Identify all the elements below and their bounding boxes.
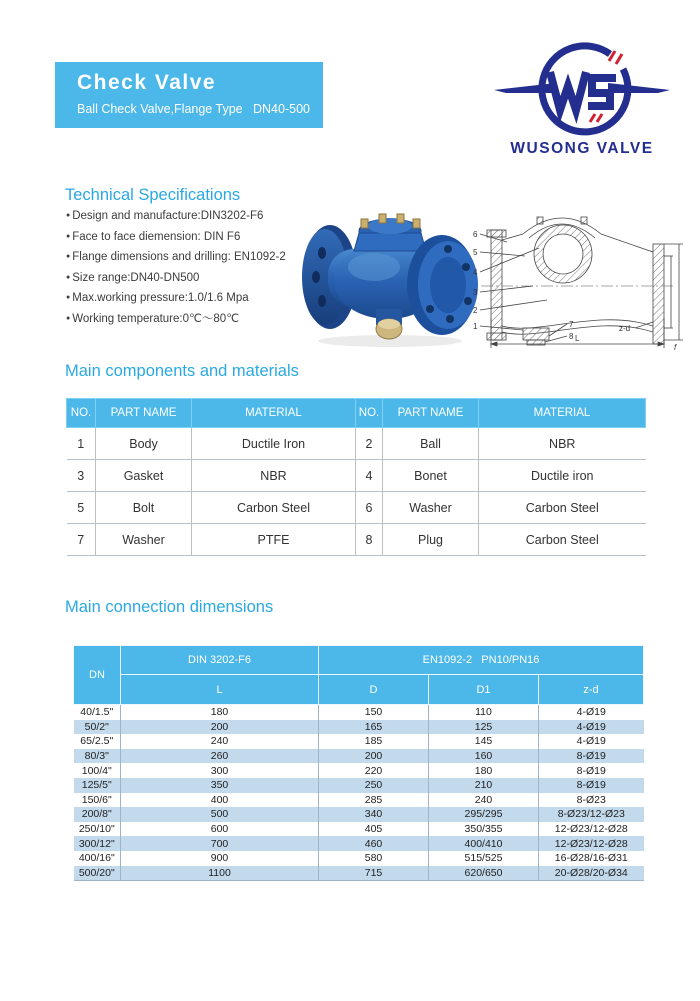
table-row <box>74 749 644 764</box>
table-cell: 150/6" <box>74 793 121 808</box>
drawing-callout: 3 <box>473 288 478 297</box>
table-cell: 240 <box>429 793 539 808</box>
table-cell: 350 <box>121 778 319 793</box>
table-row <box>67 460 646 492</box>
drawing-callout: 6 <box>473 230 478 239</box>
drawing-callout: 2 <box>473 306 478 315</box>
table-cell: 500 <box>121 807 319 822</box>
table-cell: 100/4" <box>74 763 121 778</box>
table-cell: 180 <box>429 763 539 778</box>
table-cell: 220 <box>319 763 429 778</box>
table-row <box>74 822 644 837</box>
table-row <box>74 836 644 851</box>
table-cell: Bonet <box>383 460 479 492</box>
table-cell: 20-Ø28/20-Ø34 <box>539 866 644 881</box>
table-cell: 240 <box>121 734 319 749</box>
table-row <box>67 428 646 460</box>
table-cell: 200/8" <box>74 807 121 822</box>
table-cell: 125 <box>429 720 539 735</box>
company-logo <box>492 38 672 166</box>
table-cell: 260 <box>121 749 319 764</box>
table-cell: 285 <box>319 793 429 808</box>
table-cell: Ductile iron <box>479 460 646 492</box>
table-cell: 620/650 <box>429 866 539 881</box>
components-header-row <box>67 399 646 428</box>
column-header-standard-en: EN1092-2 PN10/PN16 <box>319 646 644 675</box>
table-cell: NBR <box>479 428 646 460</box>
table-cell: 300 <box>121 763 319 778</box>
tech-specs-heading: Technical Specifications <box>65 186 241 204</box>
product-subtitle: Ball Check Valve,Flange Type <box>77 102 243 116</box>
column-header: D <box>319 675 429 705</box>
spec-item: ● Design and manufacture:DIN3202-F6 <box>66 206 286 227</box>
drawing-dim-label: f <box>674 343 677 352</box>
column-header: MATERIAL <box>479 399 646 428</box>
table-cell: 715 <box>319 866 429 881</box>
drawing-callout: 8 <box>569 332 574 341</box>
table-cell: Gasket <box>96 460 192 492</box>
table-cell: 2 <box>356 428 383 460</box>
table-cell: 12-Ø23/12-Ø28 <box>539 836 644 851</box>
table-cell: 8 <box>356 524 383 556</box>
table-cell: 12-Ø23/12-Ø28 <box>539 822 644 837</box>
table-row <box>74 807 644 822</box>
table-cell: 900 <box>121 851 319 866</box>
table-cell: 200 <box>121 720 319 735</box>
drawing-callout: 5 <box>473 248 478 257</box>
table-cell: 300/12" <box>74 836 121 851</box>
table-cell: 185 <box>319 734 429 749</box>
table-cell: 200 <box>319 749 429 764</box>
drawing-callout: 4 <box>473 268 478 277</box>
column-header: NO. <box>356 399 383 428</box>
table-cell: 3 <box>67 460 96 492</box>
table-row <box>74 793 644 808</box>
spec-item: ● Max.working pressure:1.0/1.6 Mpa <box>66 288 286 309</box>
table-cell: 600 <box>121 822 319 837</box>
table-row <box>74 851 644 866</box>
table-cell: 515/525 <box>429 851 539 866</box>
spec-item: ● Face to face diemension: DIN F6 <box>66 227 286 248</box>
table-row <box>74 705 644 720</box>
table-cell: Ball <box>383 428 479 460</box>
components-heading: Main components and materials <box>65 362 299 380</box>
table-cell: 210 <box>429 778 539 793</box>
drawing-callout: 1 <box>473 322 478 331</box>
table-cell: 4-Ø19 <box>539 705 644 720</box>
table-cell: 400/410 <box>429 836 539 851</box>
table-cell: 1100 <box>121 866 319 881</box>
table-cell: 7 <box>67 524 96 556</box>
column-header: L <box>121 675 319 705</box>
dimensions-header-row-subs <box>74 675 644 705</box>
table-cell: 340 <box>319 807 429 822</box>
column-header: D1 <box>429 675 539 705</box>
table-cell: 8-Ø19 <box>539 778 644 793</box>
table-cell: PTFE <box>192 524 356 556</box>
table-cell: 500/20" <box>74 866 121 881</box>
valve-photo <box>300 193 480 349</box>
table-row <box>74 720 644 735</box>
table-cell: 150 <box>319 705 429 720</box>
table-cell: Ductile Iron <box>192 428 356 460</box>
spec-item: ● Flange dimensions and drilling: EN1092-2 <box>66 247 286 268</box>
column-header: NO. <box>67 399 96 428</box>
valve-drawing <box>467 190 689 352</box>
size-range-badge: DN40-500 <box>253 102 310 116</box>
table-cell: 8-Ø19 <box>539 749 644 764</box>
table-row <box>74 778 644 793</box>
table-cell: 160 <box>429 749 539 764</box>
table-cell: Carbon Steel <box>192 492 356 524</box>
table-cell: Carbon Steel <box>479 524 646 556</box>
table-cell: 580 <box>319 851 429 866</box>
table-cell: Carbon Steel <box>479 492 646 524</box>
table-cell: 295/295 <box>429 807 539 822</box>
table-cell: 50/2" <box>74 720 121 735</box>
table-row <box>74 866 644 881</box>
drawing-dim-label: z-d <box>619 324 631 333</box>
table-cell: Plug <box>383 524 479 556</box>
table-cell: 180 <box>121 705 319 720</box>
table-cell: 4-Ø19 <box>539 720 644 735</box>
column-header: MATERIAL <box>192 399 356 428</box>
table-cell: 16-Ø28/16-Ø31 <box>539 851 644 866</box>
table-cell: Washer <box>96 524 192 556</box>
table-cell: 4 <box>356 460 383 492</box>
table-cell: NBR <box>192 460 356 492</box>
table-cell: 125/5" <box>74 778 121 793</box>
table-cell: 165 <box>319 720 429 735</box>
spec-item: ● Size range:DN40-DN500 <box>66 268 286 289</box>
header-banner <box>55 62 323 128</box>
table-cell: 8-Ø19 <box>539 763 644 778</box>
spec-item: ● Working temperature:0℃～80℃ <box>66 309 286 330</box>
table-cell: 250 <box>319 778 429 793</box>
dimensions-header-row-groups <box>74 646 644 675</box>
table-cell: 40/1.5" <box>74 705 121 720</box>
table-cell: 460 <box>319 836 429 851</box>
table-cell: 5 <box>67 492 96 524</box>
table-row <box>67 492 646 524</box>
table-cell: 1 <box>67 428 96 460</box>
components-table <box>66 398 646 556</box>
table-row <box>74 763 644 778</box>
table-cell: 110 <box>429 705 539 720</box>
table-cell: 145 <box>429 734 539 749</box>
wusong-logo-icon <box>492 38 672 138</box>
table-cell: 700 <box>121 836 319 851</box>
column-header-dn: DN <box>74 646 121 705</box>
product-title: Check Valve <box>77 71 217 94</box>
table-cell: Washer <box>383 492 479 524</box>
drawing-callout: 7 <box>569 320 574 329</box>
column-header: z-d <box>539 675 644 705</box>
table-row <box>67 524 646 556</box>
table-cell: 350/355 <box>429 822 539 837</box>
dimensions-heading: Main connection dimensions <box>65 598 274 616</box>
table-cell: Body <box>96 428 192 460</box>
table-cell: 8-Ø23/12-Ø23 <box>539 807 644 822</box>
column-header-standard-din: DIN 3202-F6 <box>121 646 319 675</box>
column-header: PART NAME <box>96 399 192 428</box>
tech-specs-list <box>66 206 286 329</box>
column-header: PART NAME <box>383 399 479 428</box>
table-cell: 80/3" <box>74 749 121 764</box>
dimensions-table <box>73 645 644 881</box>
table-cell: 250/10" <box>74 822 121 837</box>
company-name: WUSONG VALVE <box>510 140 654 157</box>
table-cell: 400/16" <box>74 851 121 866</box>
table-cell: Bolt <box>96 492 192 524</box>
table-cell: 405 <box>319 822 429 837</box>
table-cell: 6 <box>356 492 383 524</box>
table-cell: 8-Ø23 <box>539 793 644 808</box>
drawing-dim-label: L <box>575 334 580 343</box>
table-cell: 400 <box>121 793 319 808</box>
table-row <box>74 734 644 749</box>
table-cell: 65/2.5" <box>74 734 121 749</box>
table-cell: 4-Ø19 <box>539 734 644 749</box>
